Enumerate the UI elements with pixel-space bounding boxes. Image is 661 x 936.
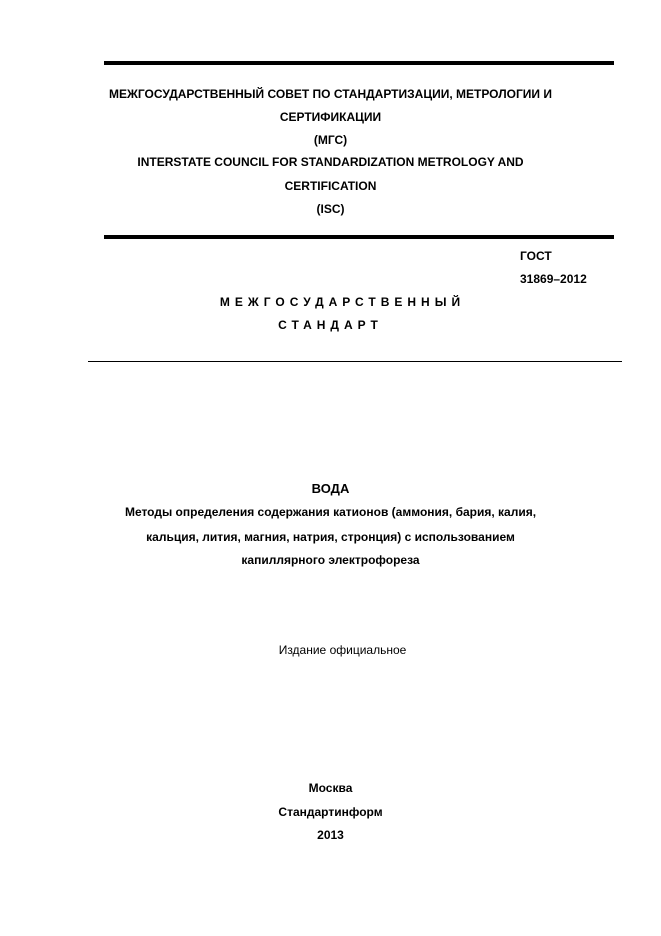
publisher-name: Стандартинформ [278,805,383,819]
middle-rule [104,235,614,239]
document-subtitle-line2: кальция, лития, магния, натрия, стронция) с использованием [146,530,515,544]
council-ru-abbr: (МГС) [313,133,348,147]
gost-number: 31869–2012 [520,272,587,286]
standard-type-line1: МЕЖГОСУДАРСТВЕННЫЙ [219,295,466,309]
document-title: ВОДА [311,481,350,496]
publisher-city: Москва [308,781,353,795]
edition-note: Издание официальное [278,643,407,657]
publication-year: 2013 [317,828,344,842]
gost-prefix: ГОСТ [520,249,552,263]
header-bottom-rule [88,361,622,362]
council-ru-line2: СЕРТИФИКАЦИИ [279,110,382,124]
document-subtitle-line3: капиллярного электрофореза [241,553,420,567]
council-ru-line1: МЕЖГОСУДАРСТВЕННЫЙ СОВЕТ ПО СТАНДАРТИЗАЦИИ, МЕТРОЛОГИИ И [109,87,552,101]
council-en-line2: CERTIFICATION [284,179,377,193]
top-rule [104,61,614,65]
council-en-line1: INTERSTATE COUNCIL FOR STANDARDIZATION METROLOGY AND [137,155,524,169]
council-en-abbr: (ISC) [316,202,345,216]
standard-type-line2: СТАНДАРТ [278,318,383,332]
document-subtitle-line1: Методы определения содержания катионов (аммония, бария, калия, [124,505,537,519]
